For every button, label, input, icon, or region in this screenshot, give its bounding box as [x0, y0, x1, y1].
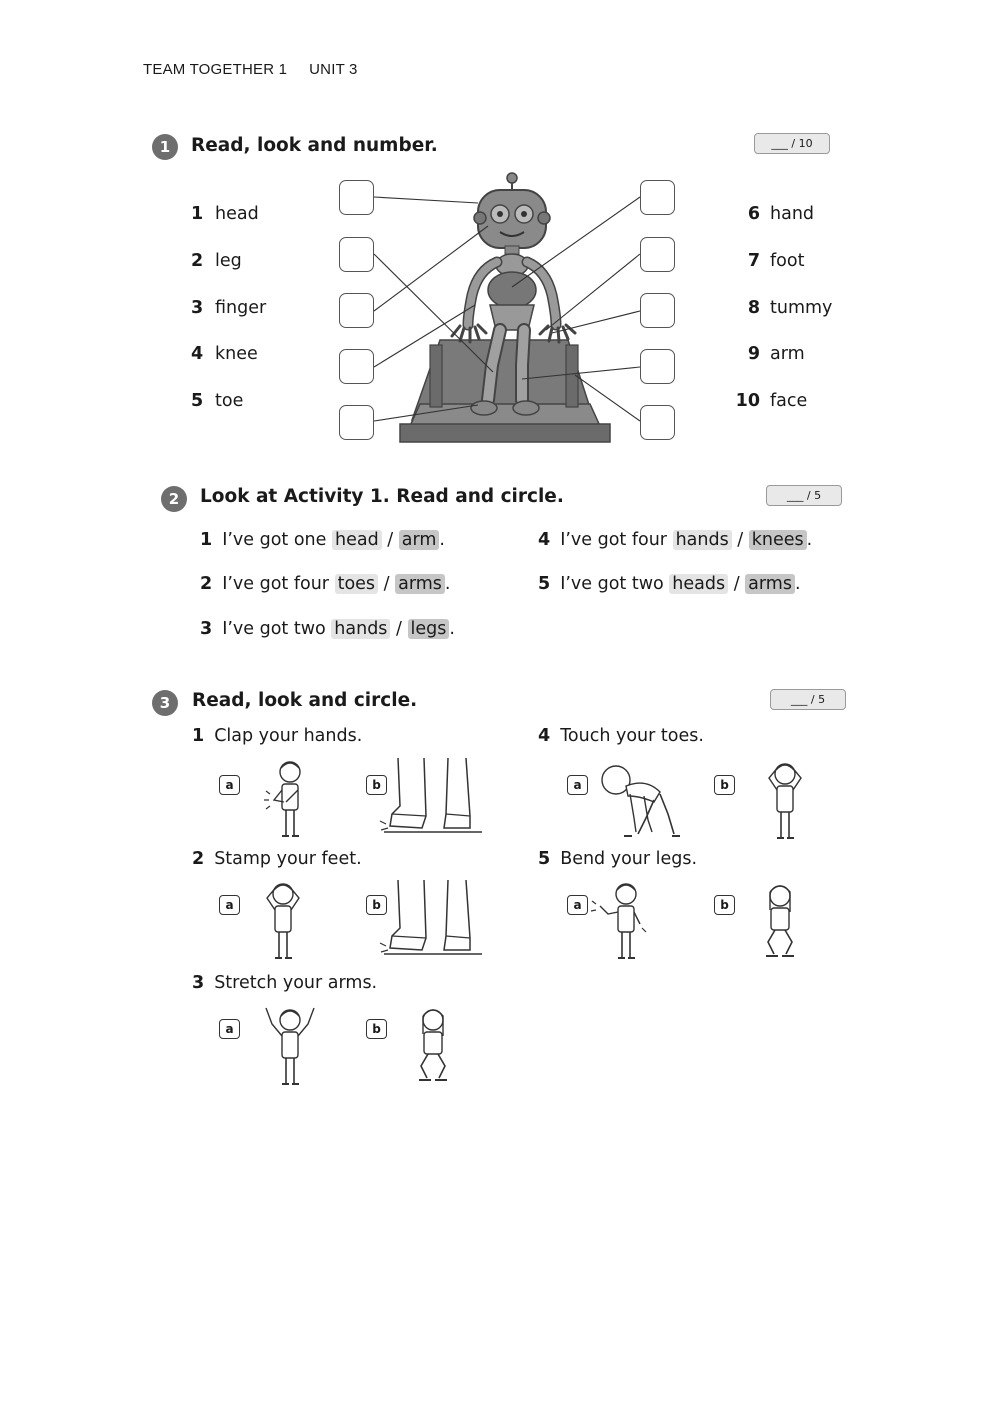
- instruction-item: 4 Touch your toes.: [538, 726, 704, 746]
- option-a-box[interactable]: a: [567, 775, 588, 795]
- option-a-box[interactable]: a: [567, 895, 588, 915]
- word-option[interactable]: toes: [335, 574, 378, 594]
- sentence-item: 5 I’ve got two heads / arms .: [538, 574, 801, 594]
- book-title: TEAM TOGETHER 1: [143, 61, 288, 78]
- activity-1-score: ___ / 10: [754, 133, 830, 154]
- activity-1-title: Read, look and number.: [191, 135, 438, 156]
- word-item: 6 hand: [747, 204, 815, 224]
- option-a-box[interactable]: a: [219, 895, 240, 915]
- word-option[interactable]: arm: [399, 530, 440, 550]
- activity-2-title: Look at Activity 1. Read and circle.: [200, 486, 564, 507]
- sentence-item: 4 I’ve got four hands / knees .: [538, 530, 813, 550]
- word-item: 10 face: [735, 391, 808, 411]
- activity-3-score: ___ / 5: [770, 689, 846, 710]
- sentence-item: 1 I’ve got one head / arm .: [200, 530, 445, 550]
- word-item: 1 head: [191, 204, 259, 224]
- word-item: 2 leg: [191, 251, 242, 271]
- option-a-box[interactable]: a: [219, 1019, 240, 1039]
- word-item: 3 finger: [191, 298, 267, 318]
- word-option[interactable]: head: [332, 530, 382, 550]
- option-b-box[interactable]: b: [366, 895, 387, 915]
- option-b-box[interactable]: b: [714, 895, 735, 915]
- instruction-item: 2 Stamp your feet.: [192, 849, 362, 869]
- activity-2-badge: 2: [161, 486, 187, 512]
- instruction-item: 1 Clap your hands.: [192, 726, 363, 746]
- word-option[interactable]: legs: [408, 619, 450, 639]
- word-item: 9 arm: [747, 344, 805, 364]
- unit-label: UNIT 3: [309, 61, 358, 78]
- option-b-box[interactable]: b: [366, 1019, 387, 1039]
- sentence-item: 3 I’ve got two hands / legs .: [200, 619, 455, 639]
- word-item: 4 knee: [191, 344, 258, 364]
- word-option[interactable]: arms: [395, 574, 445, 594]
- activity-2-score: ___ / 5: [766, 485, 842, 506]
- activity-1-badge: 1: [152, 134, 178, 160]
- activity-3-title: Read, look and circle.: [192, 690, 418, 711]
- instruction-item: 5 Bend your legs.: [538, 849, 698, 869]
- word-item: 8 tummy: [747, 298, 833, 318]
- word-option[interactable]: hands: [331, 619, 390, 639]
- sentence-item: 2 I’ve got four toes / arms .: [200, 574, 451, 594]
- word-option[interactable]: heads: [669, 574, 728, 594]
- option-b-box[interactable]: b: [714, 775, 735, 795]
- option-b-box[interactable]: b: [366, 775, 387, 795]
- word-option[interactable]: arms: [745, 574, 795, 594]
- word-item: 7 foot: [747, 251, 805, 271]
- option-a-box[interactable]: a: [219, 775, 240, 795]
- word-option[interactable]: knees: [749, 530, 807, 550]
- instruction-item: 3 Stretch your arms.: [192, 973, 378, 993]
- word-item: 5 toe: [191, 391, 244, 411]
- activity-3-badge: 3: [152, 690, 178, 716]
- word-option[interactable]: hands: [673, 530, 732, 550]
